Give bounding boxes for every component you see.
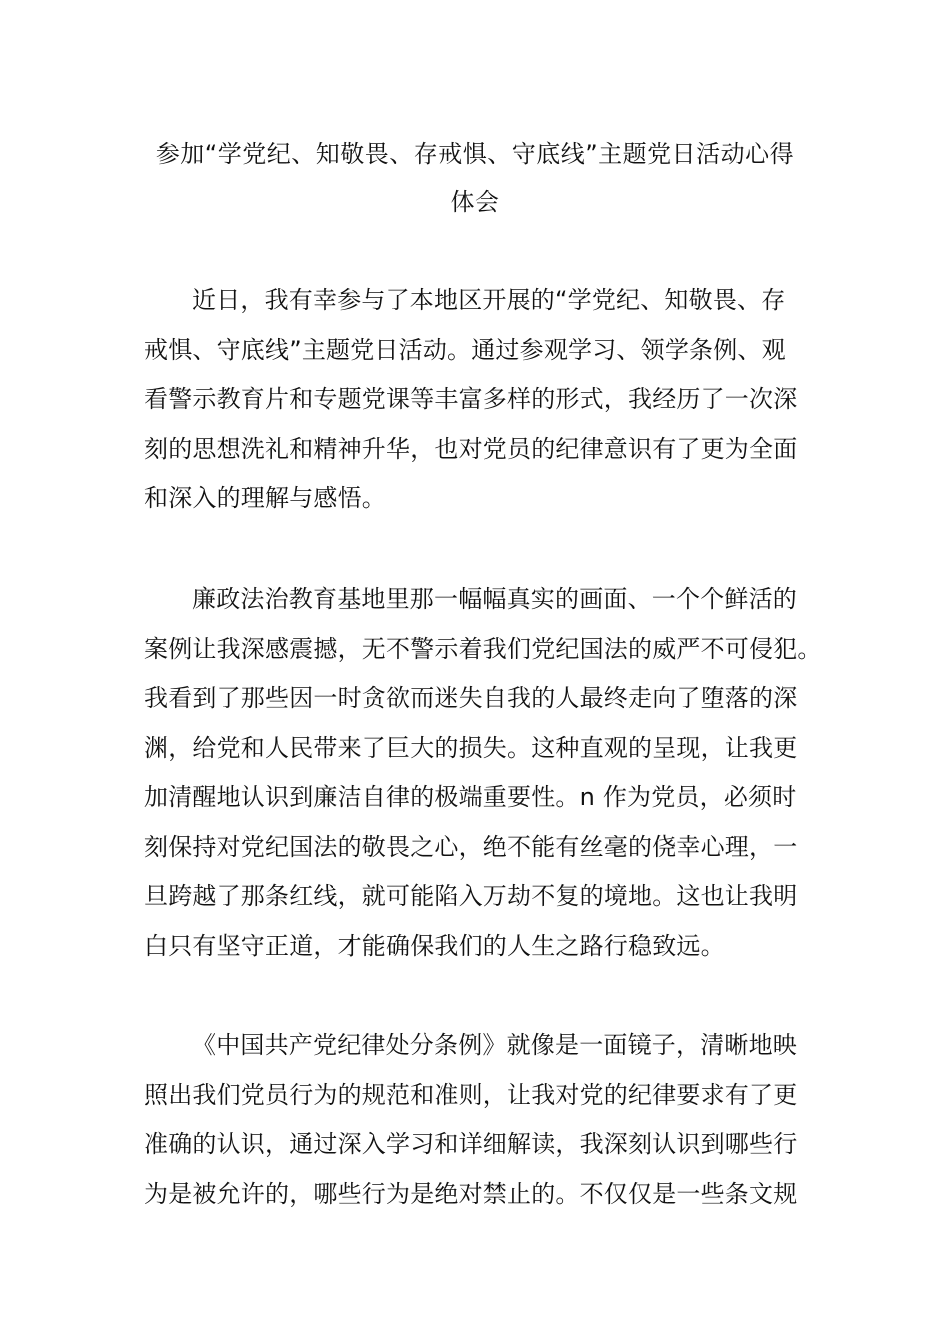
paragraph-line: 加清醒地认识到廉洁自律的极端重要性。n 作为党员，必须时 — [144, 783, 797, 811]
paragraph-line: 照出我们党员行为的规范和准则，让我对党的纪律要求有了更 — [144, 1080, 798, 1109]
paragraph-line: 廉政法治教育基地里那一幅幅真实的画面、一个个鲜活的 — [192, 585, 797, 613]
document-title — [120, 130, 830, 226]
paragraph-line: 刻保持对党纪国法的敬畏之心，绝不能有丝毫的侥幸心理，一 — [144, 832, 798, 861]
paragraph-3 — [144, 1021, 824, 1219]
paragraph-line: 案例让我深感震撼，无不警示着我们党纪国法的威严不可侵犯。 — [144, 634, 822, 663]
title-line: 体会 — [450, 188, 500, 216]
paragraph-2 — [144, 575, 824, 971]
paragraph-line: 旦跨越了那条红线，就可能陷入万劫不复的境地。这也让我明 — [144, 882, 798, 910]
paragraph-line: 《中国共产党纪律处分条例》就像是一面镜子，清晰地映 — [192, 1031, 797, 1059]
paragraph-line: 准确的认识，通过深入学习和详细解读，我深刻认识到哪些行 — [144, 1130, 798, 1158]
paragraph-line: 渊，给党和人民带来了巨大的损失。这种直观的呈现，让我更 — [144, 733, 798, 762]
paragraph-line: 近日，我有幸参与了本地区开展的“学党纪、知敬畏、存 — [192, 286, 786, 314]
paragraph-line: 刻的思想洗礼和精神升华，也对党员的纪律意识有了更为全面 — [144, 434, 798, 463]
paragraph-line: 为是被允许的，哪些行为是绝对禁止的。不仅仅是一些条文规 — [144, 1179, 798, 1208]
paragraph-line: 看警示教育片和专题党课等丰富多样的形式，我经历了一次深 — [144, 385, 798, 413]
paragraph-line: 我看到了那些因一时贪欲而迷失自我的人最终走向了堕落的深 — [144, 684, 798, 712]
title-line: 参加“学党纪、知敬畏、存戒惧、守底线”主题党日活动心得 — [155, 140, 795, 168]
paragraph-line: 白只有坚守正道，才能确保我们的人生之路行稳致远。 — [144, 931, 725, 960]
paragraph-1 — [144, 276, 824, 524]
paragraph-line: 和深入的理解与感悟。 — [144, 484, 386, 512]
paragraph-line: 戒惧、守底线”主题党日活动。通过参观学习、领学条例、观 — [144, 335, 786, 364]
